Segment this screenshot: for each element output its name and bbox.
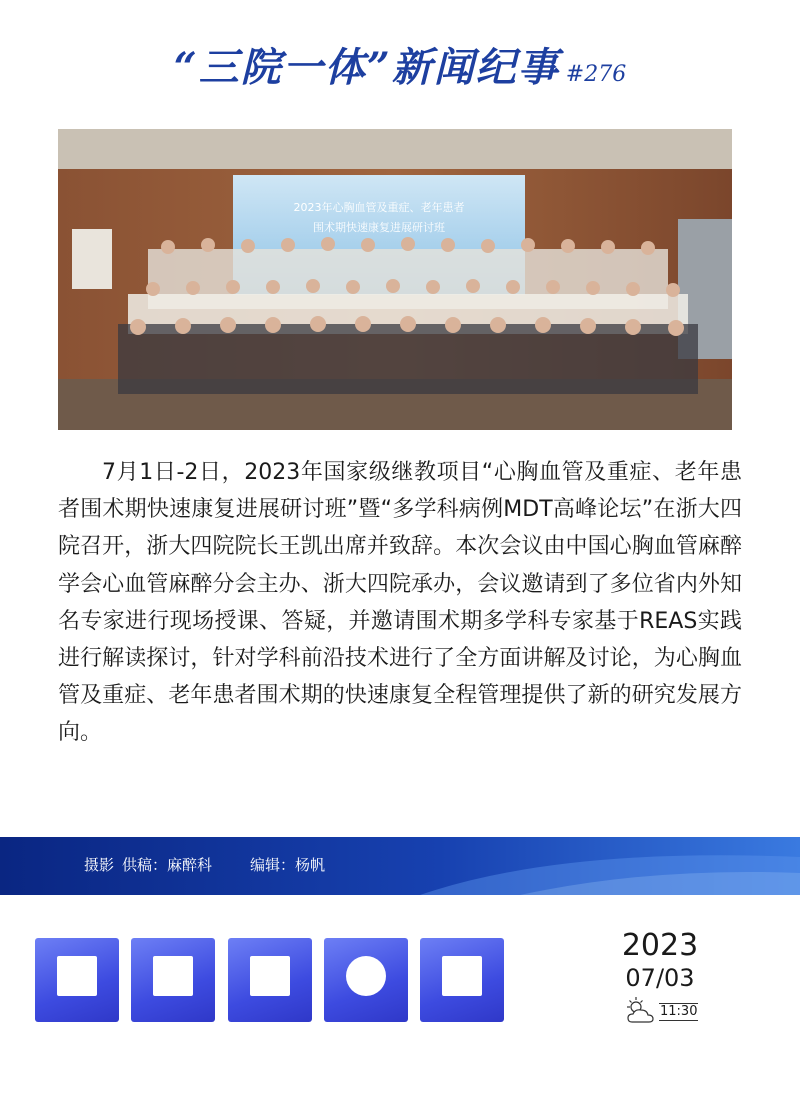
- qr-code-icon: [153, 956, 193, 996]
- banner-line-2: 围术期快速康复进展研讨班: [313, 221, 445, 234]
- group-photo: [58, 129, 732, 430]
- banner-line-1: 2023年心胸血管及重症、老年患者: [293, 201, 465, 214]
- editor-credit: 编辑：杨帆: [250, 856, 326, 874]
- qr-card-1[interactable]: [35, 938, 119, 1022]
- date-month-day: 07/03: [625, 964, 695, 992]
- date-block: [610, 928, 710, 992]
- qr-card-2[interactable]: [131, 938, 215, 1022]
- date-year: 2023: [621, 928, 699, 963]
- qr-card-5[interactable]: [420, 938, 504, 1022]
- page-title: “三院一体”新闻纪事: [173, 44, 560, 91]
- qr-code-icon: [57, 956, 97, 996]
- credits: [84, 837, 333, 895]
- article-body: 7月1日-2日，2023年国家级继教项目“心胸血管及重症、老年患者围术期快速康复进展研讨班”暨“多学科病例MDT高峰论坛”在浙大四院召开，浙大四院院长王凯出席并致辞。本次会议由中国心胸血管麻醉学会心血管麻醉分会主办、浙大四院承办，会议邀请到了多位省内外知名专家进行现场授课、答疑，并邀请围术期多学科专家基于REAS实践进行解读探讨，针对学科前沿技术进行了全方面讲解及讨论，为心胸血管及重症、老年患者围术期的快速康复全程管理提供了新的研究发展方向。: [58, 460, 742, 746]
- weather-time: [624, 996, 698, 1026]
- qr-card-4[interactable]: [324, 938, 408, 1022]
- source-credit: 供稿：麻醉科: [122, 856, 213, 874]
- partly-cloudy-icon: [624, 996, 658, 1026]
- page-header: [0, 36, 800, 93]
- qr-code-icon: [250, 956, 290, 996]
- qr-card-3[interactable]: [228, 938, 312, 1022]
- time-label: 11:30: [660, 1004, 698, 1019]
- qr-code-icon: [442, 956, 482, 996]
- qr-code-icon: [346, 956, 386, 996]
- photo-credit: 摄影: [84, 856, 115, 874]
- issue-number: #276: [565, 62, 627, 87]
- credits-band: [0, 837, 800, 895]
